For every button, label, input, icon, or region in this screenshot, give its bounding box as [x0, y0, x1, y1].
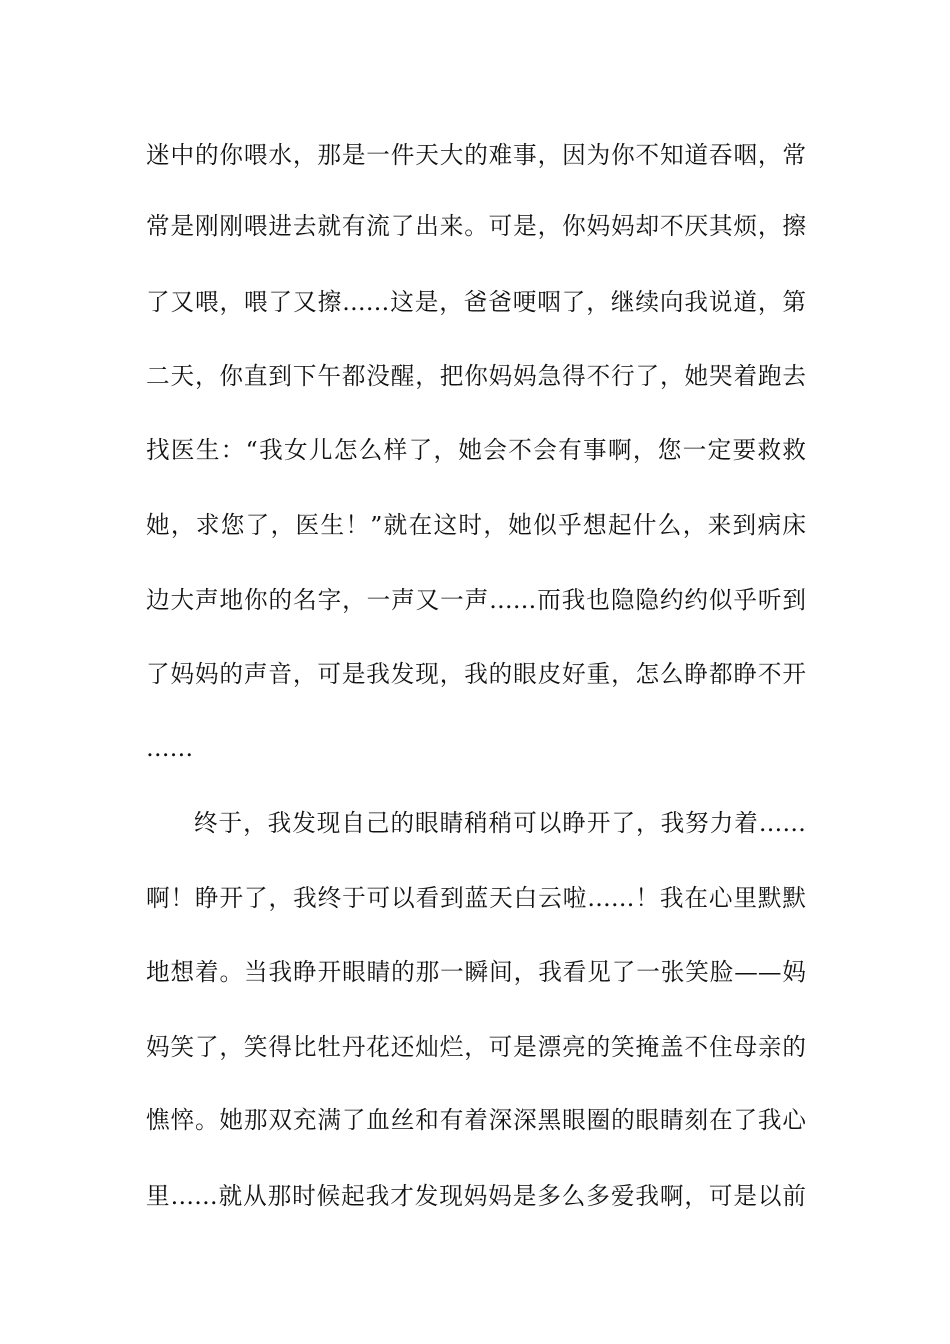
text-line: 了又喂，喂了又擦……这是，爸爸哽咽了，继续向我说道，第 [146, 288, 806, 316]
text-line: 憔悴。她那双充满了血丝和有着深深黑眼圈的眼睛刻在了我心 [146, 1106, 806, 1134]
text-line: 里……就从那时候起我才发现妈妈是多么多爱我啊，可是以前 [146, 1182, 806, 1210]
text-line: 地想着。当我睁开眼睛的那一瞬间，我看见了一张笑脸——妈 [146, 958, 806, 986]
text-line: …… [146, 734, 194, 762]
paragraph-first-line: 终于，我发现自己的眼睛稍稍可以睁开了，我努力着…… [194, 809, 806, 837]
text-line: 边大声地你的名字，一声又一声……而我也隐隐约约似乎听到 [146, 586, 806, 614]
text-line: 妈笑了，笑得比牡丹花还灿烂，可是漂亮的笑掩盖不住母亲的 [146, 1033, 806, 1061]
text-line: 二天，你直到下午都没醒，把你妈妈急得不行了，她哭着跑去 [146, 362, 806, 390]
text-line: 常是刚刚喂进去就有流了出来。可是，你妈妈却不厌其烦，擦 [146, 212, 806, 240]
text-line: 迷中的你喂水，那是一件天大的难事，因为你不知道吞咽，常 [146, 141, 806, 169]
text-line: 她，求您了，医生！”就在这时，她似乎想起什么，来到病床 [146, 511, 806, 539]
text-line: 了妈妈的声音，可是我发现，我的眼皮好重，怎么睁都睁不开 [146, 660, 806, 688]
text-line: 找医生：“我女儿怎么样了，她会不会有事啊，您一定要救救 [146, 436, 806, 464]
text-line: 啊！睁开了，我终于可以看到蓝天白云啦……！我在心里默默 [146, 884, 806, 912]
